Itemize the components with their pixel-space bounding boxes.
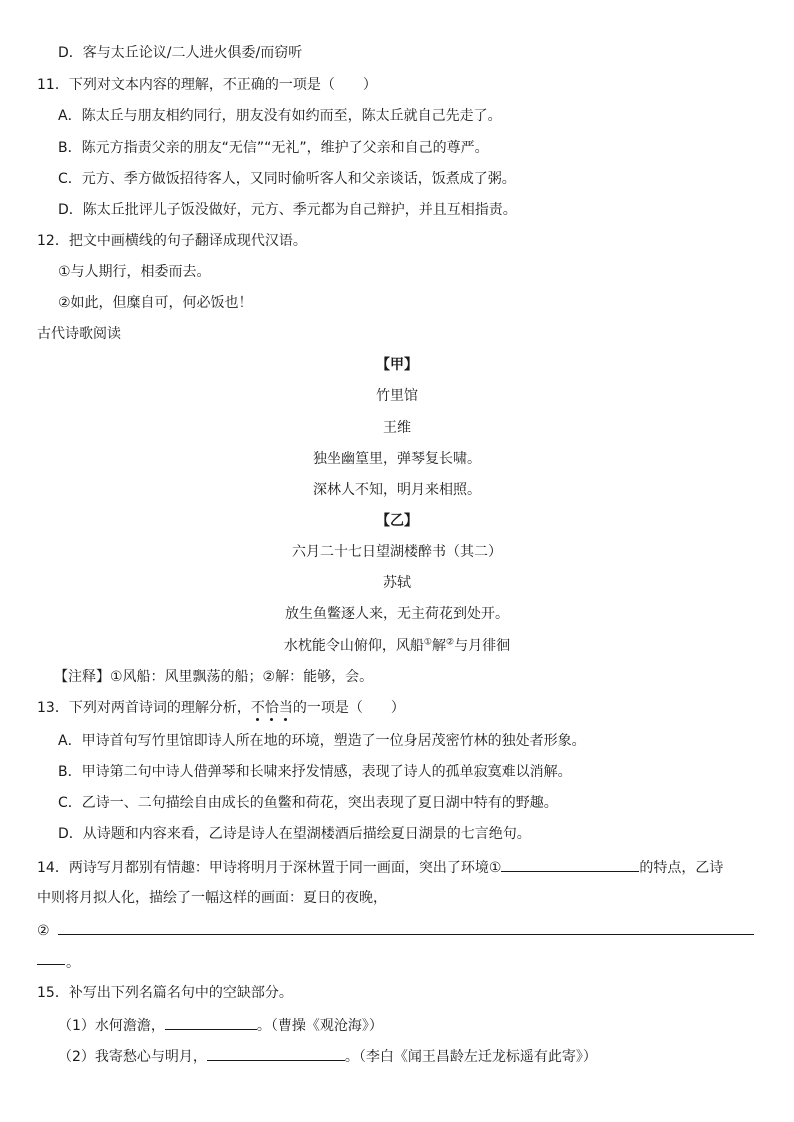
q14-line-1-post: 的特点，乙诗 (639, 860, 724, 876)
q15-item-2-post: 。（李白《闻王昌龄左迁龙标遥有此寄》） (344, 1049, 597, 1065)
q13-option-a: A．甲诗首句写竹里馆即诗人所在地的环境，塑造了一位身居茂密竹林的独处者形象。 (58, 733, 586, 749)
poem-yi-line-1: 放生鱼鳖逐人来，无主荷花到处开。 (285, 606, 509, 622)
q11-option-a: A．陈太丘与朋友相约同行，朋友没有如约而至，陈太丘就自己先走了。 (58, 108, 502, 124)
q14-line-2: 中则将月拟人化，描绘了一幅这样的画面：夏日的夜晚， (37, 890, 387, 906)
poem-yi-line-2-part-c: 与月徘徊 (454, 638, 511, 654)
q11-option-d: D．陈太丘批评儿子饭没做好，元方、季元都为自己辩护，并且互相指责。 (58, 202, 517, 218)
q13-emphasis (251, 700, 293, 716)
q15-item-1-pre: （1）水何澹澹， (58, 1018, 165, 1034)
poem-jia-author: 王维 (383, 420, 411, 436)
annotation (54, 667, 373, 687)
q11-stem: 11．下列对文本内容的理解，不正确的一项是（ ） (37, 77, 377, 93)
poem-jia-line-2: 深林人不知，明月来相照。 (313, 482, 481, 498)
q13-stem-pre: 13．下列对两首诗词的理解分析， (37, 700, 251, 716)
q11-option-b: B．陈元方指责父亲的朋友“无信”“无礼”，维护了父亲和自己的尊严。 (58, 140, 489, 156)
poem-yi-title: 六月二十七日望湖楼醉书（其二） (292, 544, 502, 560)
q11-option-c: C．元方、季方做饭招待客人，又同时偷听客人和父亲谈话，饭煮成了粥。 (58, 171, 516, 187)
q13-option-d: D．从诗题和内容来看，乙诗是诗人在望湖楼酒后描绘夏日湖景的七言绝句。 (58, 826, 531, 842)
footnote-marker-1: ① (423, 637, 432, 648)
q12-item-1: ①与人期行，相委而去。 (58, 264, 211, 280)
annotation-text: ①风船：风里飘荡的船；②解：能够，会。 (110, 669, 374, 685)
poem-jia-line-1: 独坐幽篁里，弹琴复长啸。 (313, 451, 481, 467)
poem-yi-line-2-part-b: 解 (432, 638, 446, 654)
q15-blank-2[interactable] (207, 1045, 345, 1061)
poem-jia-title: 竹里馆 (376, 388, 418, 404)
q14-line-end: 。 (66, 955, 80, 971)
poem-yi-mark: 【乙】 (376, 513, 418, 529)
poem-yi-author: 苏轼 (383, 575, 411, 591)
q15-item-2-pre: （2）我寄愁心与明月， (58, 1049, 207, 1065)
poem-yi-line-2-part-a: 水枕能令山俯仰，风船 (283, 638, 424, 654)
section-title: 古代诗歌阅读 (37, 326, 121, 342)
q13-option-c: C．乙诗一、二句描绘自由成长的鱼鳖和荷花，突出表现了夏日湖中特有的野趣。 (58, 795, 558, 811)
q13-stem (37, 698, 405, 718)
emphasis-char: 不 (250, 700, 265, 716)
q15-blank-1[interactable] (165, 1014, 257, 1030)
q14-blank-2-continuation[interactable] (37, 964, 65, 965)
q14-blank-2-line[interactable] (58, 934, 754, 935)
q15-stem: 15．补写出下列名篇名句中的空缺部分。 (37, 985, 293, 1001)
poem-yi-line-2 (0, 636, 794, 656)
q14-line-1-pre: 14．两诗写月都别有情趣：甲诗将明月于深林置于同一画面，突出了环境① (37, 860, 502, 876)
emphasis-char: 当 (278, 700, 293, 716)
poem-jia-mark: 【甲】 (376, 357, 418, 373)
q14-line-1 (37, 856, 723, 878)
q10-option-d: D．客与太丘论议/二人进火俱委/而窃听 (58, 45, 303, 61)
q15-item-1 (58, 1014, 383, 1036)
annotation-label: 【注释】 (54, 669, 110, 685)
q13-option-b: B．甲诗第二句中诗人借弹琴和长啸来抒发情感，表现了诗人的孤单寂寞难以消解。 (58, 764, 572, 780)
q15-item-1-post: 。（曹操《观沧海》） (256, 1018, 383, 1034)
emphasis-char: 恰 (264, 700, 279, 716)
q13-stem-post: 的一项是（ ） (292, 700, 405, 716)
q14-blank-1[interactable] (501, 856, 639, 872)
q14-blank-2-mark: ② (37, 923, 50, 939)
q12-stem: 12．把文中画横线的句子翻译成现代汉语。 (37, 233, 307, 249)
q12-item-2: ②如此，但糜自可，何必饭也！ (58, 295, 253, 311)
footnote-marker-2: ② (446, 637, 455, 648)
q15-item-2 (58, 1045, 597, 1067)
